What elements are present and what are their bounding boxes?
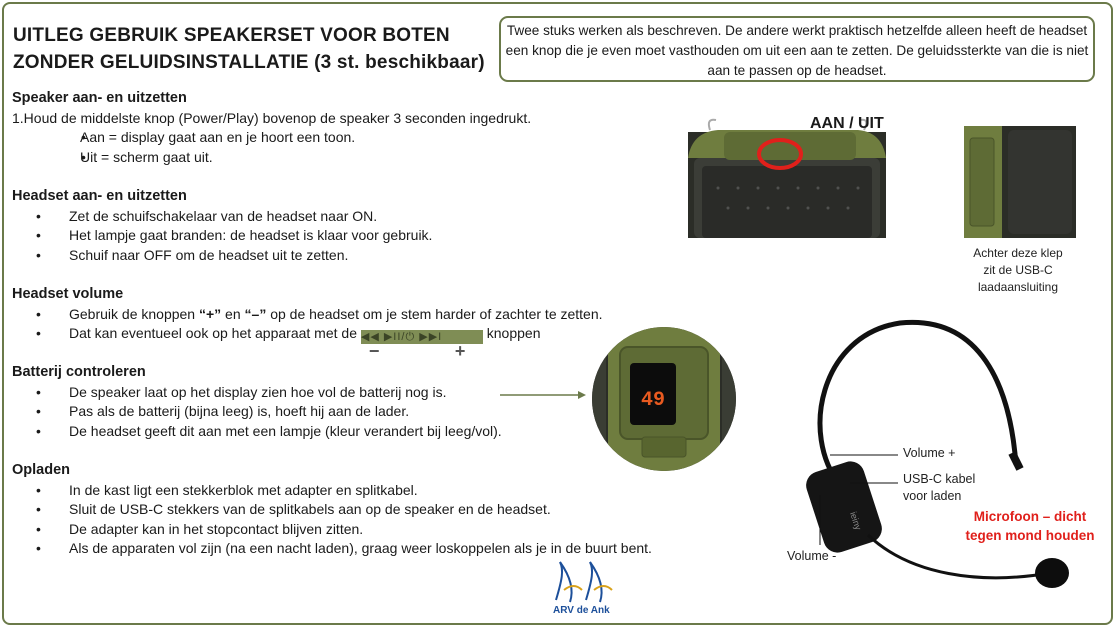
- speaker-photo: [688, 118, 886, 238]
- headset-brand: ieiny: [848, 510, 864, 532]
- list-item: • Dat kan eventueel ook op het apparaat met de ◀◀ ▶II/⏻ ▶▶I − + knoppen: [12, 324, 603, 344]
- usbc-label: USB-C kabel voor laden: [903, 472, 976, 503]
- list-item: • De headset geeft dit aan met een lampje (kleur verandert bij leeg/vol).: [12, 422, 502, 442]
- section-volume: [12, 285, 603, 361]
- list-item: • De adapter kan in het stopcontact blijven zitten.: [12, 520, 652, 540]
- section-heading: Speaker aan- en uitzetten: [12, 90, 187, 106]
- section-heading: Batterij controleren: [12, 364, 146, 380]
- list-item: • Aan = display gaat aan en je hoort een toon.: [12, 128, 531, 148]
- list-item: • Uit = scherm gaat uit.: [12, 148, 531, 168]
- section-heading: Headset volume: [12, 286, 124, 302]
- note-box: Twee stuks werken als beschreven. De andere werkt praktisch hetzelfde alleen heeft de headset een knop die je even moet vasthouden om uit een aan te zetten. De geluidssterkte van die is niet aan te passen op de headset.: [499, 16, 1095, 82]
- list-item: • Zet de schuifschakelaar van de headset naar ON.: [12, 207, 432, 227]
- arv-logo-icon: [550, 560, 616, 606]
- microfoon-label: Microfoon – dicht tegen mond houden: [965, 509, 1095, 543]
- section-headset: [12, 187, 432, 265]
- section-heading: Headset aan- en uitzetten: [12, 188, 187, 204]
- page-title: [13, 22, 485, 76]
- list-item: • Pas als de batterij (bijna leeg) is, hoeft hij aan de lader.: [12, 402, 502, 422]
- display-photo: [590, 325, 738, 473]
- section-speaker: [12, 89, 531, 167]
- minus-icon: −: [368, 341, 381, 361]
- title-line-2: ZONDER GELUIDSINSTALLATIE (3 st. beschikbaar): [13, 52, 485, 73]
- section-battery: [12, 363, 502, 441]
- list-item: • Gebruik de knoppen “+” en “–” op de headset om je stem harder of zachter te zetten.: [12, 305, 603, 325]
- list-item: • Sluit de USB-C stekkers van de splitkabels aan op de speaker en de headset.: [12, 500, 652, 520]
- list-item: • Schuif naar OFF om de headset uit te zetten.: [12, 246, 432, 266]
- section-line: 1.Houd de middelste knop (Power/Play) bovenop de speaker 3 seconden ingedrukt.: [12, 109, 532, 126]
- arrow-icon: [498, 388, 588, 402]
- volume-plus-label: Volume +: [903, 446, 956, 460]
- usb-flap-photo: [964, 126, 1076, 238]
- device-buttons-image: ◀◀ ▶II/⏻ ▶▶I − +: [361, 330, 483, 344]
- display-value: 49: [640, 389, 666, 412]
- aan-uit-label: AAN / UIT: [810, 115, 884, 132]
- list-item: • Als de apparaten vol zijn (na een nacht laden), graag weer loskoppelen als je in de buurt bent.: [12, 539, 652, 559]
- plus-icon: +: [454, 341, 467, 361]
- list-item: • De speaker laat op het display zien hoe vol de batterij nog is.: [12, 383, 502, 403]
- title-line-1: UITLEG GEBRUIK SPEAKERSET VOOR BOTEN: [13, 25, 450, 46]
- section-charging: [12, 461, 652, 559]
- usb-flap-caption: Achter deze klep zit de USB-C laadaansluiting: [973, 246, 1063, 294]
- volume-minus-label: Volume -: [787, 549, 837, 563]
- section-heading: Opladen: [12, 462, 71, 478]
- logo-text: ARV de Ank: [553, 605, 610, 616]
- list-item: • In de kast ligt een stekkerblok met adapter en splitkabel.: [12, 481, 652, 501]
- list-item: • Het lampje gaat branden: de headset is klaar voor gebruik.: [12, 226, 432, 246]
